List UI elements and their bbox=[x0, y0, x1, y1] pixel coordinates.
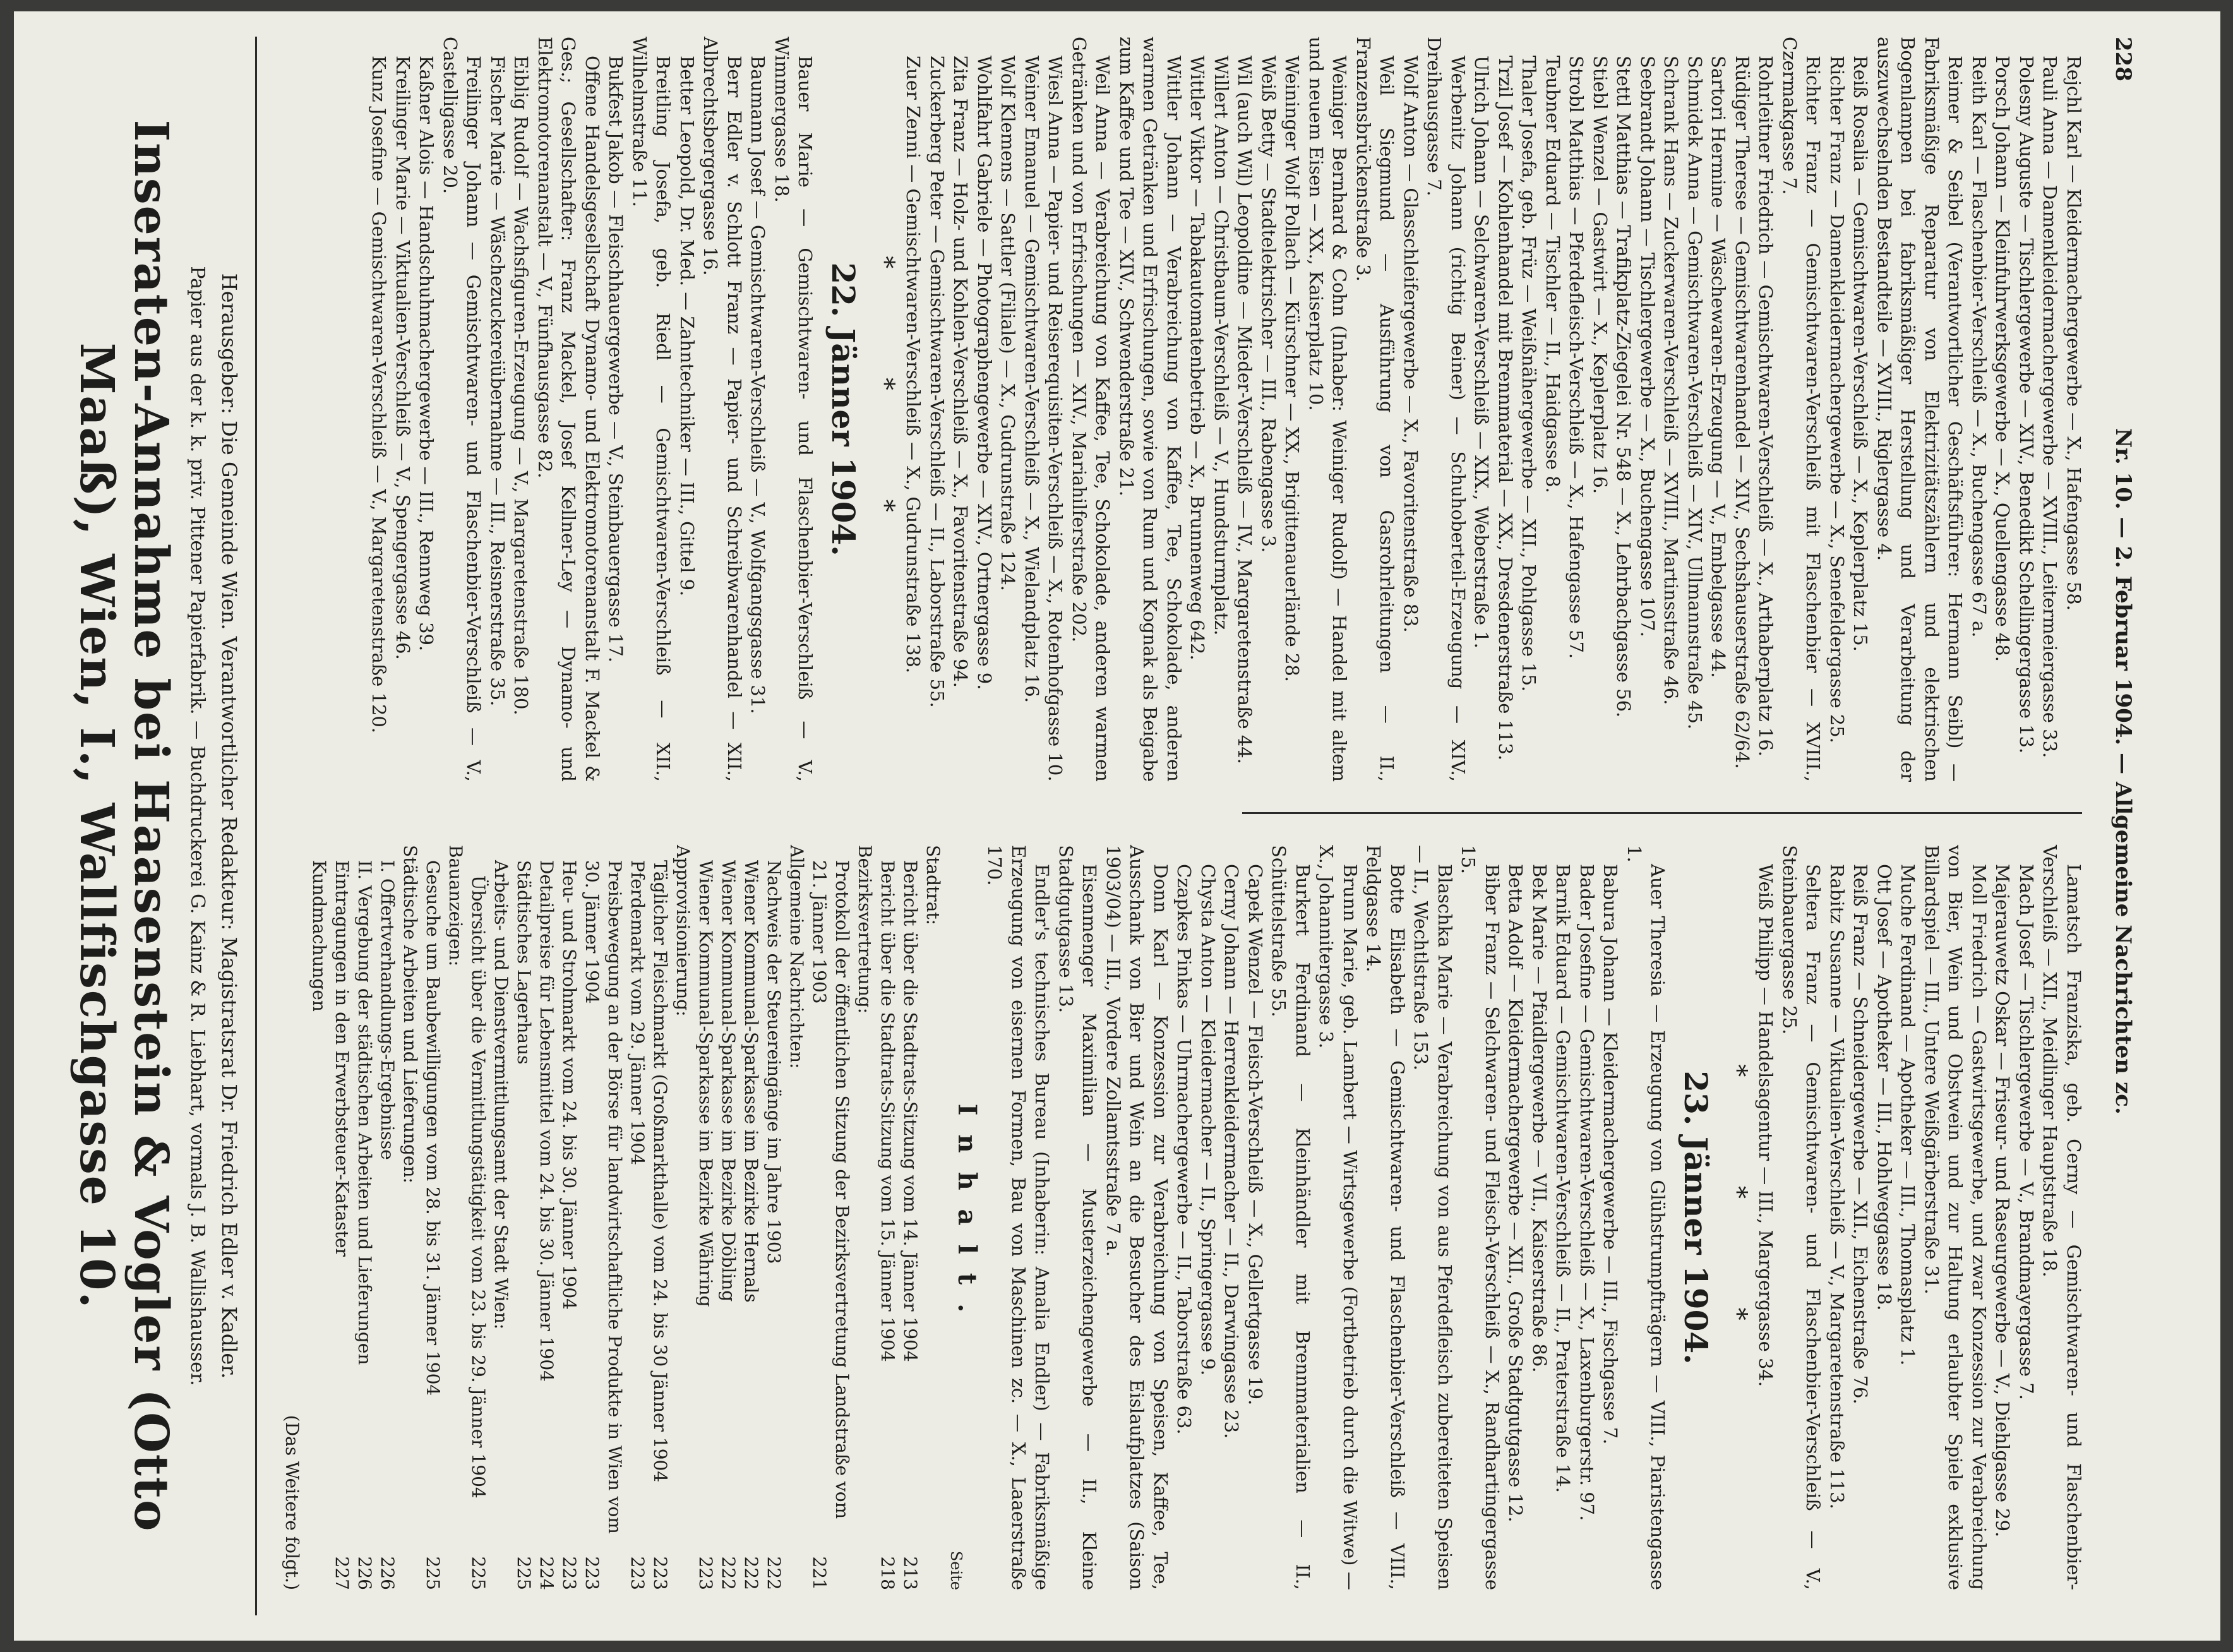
toc-row bbox=[649, 845, 671, 1590]
list-item: Reiß Franz — Schneidergewerbe — XII., Eichenstraße 76. bbox=[1850, 864, 1872, 1404]
toc-entry-text: Städtische Arbeiten und Lieferungen: bbox=[400, 845, 421, 1183]
advertising-line: Inseraten-Annahme bei Haasenstein & Vogler (Otto Maaß), Wien, I., Wallfischgasse 10. bbox=[69, 119, 178, 1533]
toc-row bbox=[489, 845, 512, 1590]
toc-row bbox=[535, 845, 558, 1590]
list-item: Rejchl Karl — Kleidermachergewerbe — X., Hafengasse 58. bbox=[2063, 56, 2085, 611]
list-item: Wolf Anton — Glasschleifergewerbe — X., Favoritenstraße 83. bbox=[1400, 56, 1422, 633]
list-item: Mach Josef — Tischlergewerbe — V., Brandmayergasse 7. bbox=[2016, 864, 2037, 1400]
toc-row bbox=[330, 845, 353, 1590]
toc-row bbox=[853, 845, 876, 1590]
toc-row bbox=[580, 845, 626, 1590]
toc-entry-text: Allgemeine Nachrichten: bbox=[786, 845, 807, 1069]
toc-entry-text: Bericht über die Stadtrats-Sitzung vom 14. Jänner 1904 bbox=[900, 860, 921, 1362]
list-item: Wohlfahrt Gabriele — Photographengewerbe — XIV., Ortnergasse 9. bbox=[974, 56, 995, 690]
list-item: Better Leopold, Dr. Med. — Zahntechniker — III., Gittel 9. bbox=[676, 56, 698, 597]
toc-row bbox=[467, 845, 489, 1590]
toc-entry-page bbox=[853, 1552, 876, 1590]
toc-row bbox=[308, 845, 330, 1590]
list-item: Bukfest Jakob — Fleischhauergewerbe — V., Steinbauergasse 17. bbox=[605, 56, 627, 663]
list-item: Richter Franz — Gemischtwaren-Verschleiß mit Flaschenbier — XVIII., Czermakgasse 7. bbox=[1779, 37, 1824, 782]
toc-row bbox=[762, 845, 785, 1590]
list-item: Kreilinger Marie — Viktualien-Verschleiß — V., Spengergasse 46. bbox=[392, 56, 414, 660]
list-item: Eisenmenger Maximilian — Musterzeichengewerbe — II., Kleine Stadtgutgasse 13. bbox=[1055, 845, 1101, 1590]
list-item: Kunz Josefine — Gemischtwaren-Verschleiß — V., Margaretenstraße 120. bbox=[368, 56, 390, 734]
list-item: Zuer Zenni — Gemischtwaren-Verschleiß — X., Gudrunstraße 138. bbox=[902, 56, 925, 674]
date-heading-22-jaenner: 22. Jänner 1904. bbox=[825, 262, 863, 556]
toc-row bbox=[558, 845, 580, 1590]
list-item: Muche Ferdinand — Apotheker — III., Thomasplatz 1. bbox=[1897, 864, 1919, 1366]
list-item: Majerauwetz Oskar — Friseur- und Raseurgewerbe — V., Diehlgasse 29. bbox=[1992, 864, 2014, 1538]
list-item: Sartori Hermine — Wäschewaren-Erzeugung — V., Embelgasse 44. bbox=[1708, 56, 1730, 678]
list-item: Brunn Marie, geb. Lambert — Wirtsgewerbe (Fortbetrieb durch die Witwe) — X., Johannitergasse 3. bbox=[1315, 845, 1361, 1590]
toc-entry-page: 225 bbox=[422, 1556, 443, 1590]
toc-entry-page: 218 bbox=[877, 1556, 898, 1590]
toc-row bbox=[717, 845, 739, 1590]
list-item: Reimer & Seibel (Verantwortlicher Geschäftsführer: Hermann Seibl) — Fabriksmäßige Reparatur von Elektrizitätszählern und elektrischen Bogenlampen bei fabriksmäßiger Herstellung und Verarbeitung der auszuwechselnden Bestandteile — XVIII., Riglergasse 4. bbox=[1874, 37, 1967, 782]
list-item: Richter Franz — Damenkleidermachergewerbe — X., Senefeldergasse 25. bbox=[1826, 56, 1848, 743]
table-of-contents bbox=[308, 845, 944, 1590]
list-item: Reith Karl — Flaschenbier-Verschleiß — X., Buchengasse 67 a. bbox=[1968, 56, 1990, 638]
toc-entry-text: Kundmachungen bbox=[309, 860, 330, 1012]
list-item: Thaler Josefa, geb. Früz — Weißnähergewerbe — XII., Pohlgasse 15. bbox=[1518, 56, 1540, 692]
list-item: Schmidek Anna — Gemischtwaren-Verschleiß — XIV., Ullmannstraße 45. bbox=[1684, 56, 1706, 730]
toc-entry-text: II. Vergebung der städtischen Arbeiten und Lieferungen bbox=[354, 860, 375, 1365]
list-item: Stettl Matthias — Trafikplatz-Ziegelei Nr. 548 — X., Lehrbachgasse 56. bbox=[1613, 56, 1635, 718]
toc-entry-text: Approvisionierung: bbox=[673, 845, 693, 1017]
list-item: Schrank Hans — Zuckerwaren-Verschleiß — XVIII., Martinsstraße 46. bbox=[1660, 56, 1682, 705]
toc-entry-text: Gesuche um Baubewilligungen vom 28. bis 31. Jänner 1904 bbox=[422, 860, 443, 1396]
list-item: Weiß Philipp — Handelsagentur — III., Margergasse 34. bbox=[1755, 864, 1777, 1387]
list-item: Czapkes Pinkas — Uhrmachergewerbe — II., Taborstraße 63. bbox=[1173, 864, 1195, 1435]
toc-entry-text: Wiener Kommunal-Sparkasse im Bezirke Hernals bbox=[741, 860, 762, 1303]
list-item: Moll Friedrich — Gastwirtsgewerbe, und zwar Konzession zur Verabreichung von Bier, Wein und Obstwein und zur Haltung erlaubter Spiele exklusive Billardspiel — III., Untere Weißgärberstraße 31. bbox=[1921, 845, 1990, 1590]
list-item: Reiß Rosalia — Gemischtwaren-Verschleiß — X., Keplerplatz 15. bbox=[1850, 56, 1872, 652]
toc-row bbox=[876, 845, 899, 1590]
list-item: Babura Johann — Kleidermachergewerbe — III., Fischgasse 7. bbox=[1600, 864, 1622, 1445]
toc-entry-page bbox=[921, 1552, 944, 1590]
toc-entry-text: I. Offertverhandlungs-Ergebnisse bbox=[377, 860, 398, 1160]
toc-row bbox=[512, 845, 535, 1590]
toc-entry-page: 223 bbox=[582, 1556, 602, 1590]
list-item: Porsch Johann — Kleinfuhrwerksgewerbe — X., Quellengasse 48. bbox=[1992, 56, 2014, 662]
toc-row bbox=[376, 845, 398, 1590]
list-item: Seltera Franz — Gemischtwaren- und Flaschenbier-Verschleiß — V., Steinbauergasse 25. bbox=[1779, 845, 1824, 1590]
toc-entry-text: Wiener Kommunal-Sparkasse im Bezirke Währing bbox=[695, 860, 716, 1307]
toc-entry-page: 223 bbox=[559, 1556, 580, 1590]
list-item: Wittler Johann — Verabreichung von Kaffee, Tee, Schokolade, anderen warmen Getränken und Erfrischungen, sowie von Rum und Kognak als Beigabe zum Kaffee und Tee — XIV., Schwenderstraße 21. bbox=[1116, 37, 1185, 782]
page-header bbox=[2098, 37, 2142, 1615]
list-item: Pauli Anna — Damenkleidermachergewerbe — XVIII., Leitermeiergasse 33. bbox=[2039, 56, 2061, 758]
toc-entry-page: 226 bbox=[354, 1556, 375, 1590]
list-item: Wiesl Anna — Papier- und Reiserequisiten-Verschleiß — X., Rotenhofgasse 10. bbox=[1045, 56, 1067, 782]
toc-entry-page: 226 bbox=[377, 1556, 398, 1590]
toc-entry-text: Bericht über die Stadtrats-Sitzung vom 15. Jänner 1904 bbox=[877, 860, 898, 1362]
toc-row bbox=[398, 845, 421, 1590]
inhalt-title: Inhalt. bbox=[952, 1103, 982, 1332]
toc-entry-text: Arbeits- und Dienstvermittlungsamt der Stadt Wien: bbox=[491, 860, 512, 1330]
toc-entry-text: Bezirksvertretung: bbox=[854, 845, 875, 1014]
list-item: Zita Franz — Holz- und Kohlen-Verschleiß — X., Favoritenstraße 94. bbox=[950, 56, 972, 688]
toc-row bbox=[444, 845, 467, 1590]
toc-entry-page: 222 bbox=[741, 1556, 762, 1590]
left-top-entries bbox=[901, 37, 2085, 782]
list-item: Donn Karl — Konzession zur Verabreichung von Speisen, Kaffee, Tee, Ausschank von Bier und Wein an die Besucher des Eislaufplatzes (Saison 1903/04) — III., Vordere Zollamtsstraße 7 a. bbox=[1103, 845, 1171, 1590]
right-column bbox=[280, 845, 2086, 1590]
list-item: Eiblig Rudolf — Wachsfiguren-Erzeugung — V., Margaretenstraße 180. bbox=[510, 56, 532, 715]
toc-row bbox=[421, 845, 444, 1590]
scanned-page bbox=[14, 11, 2220, 1641]
toc-row bbox=[626, 845, 649, 1590]
toc-row bbox=[808, 845, 853, 1590]
continuation-note: (Das Weitere folgt.) bbox=[282, 1415, 302, 1590]
list-item: Trzil Josef — Kohlenhandel mit Brennmaterial — XX., Dresdenerstraße 113. bbox=[1495, 56, 1516, 761]
page-number: 228 bbox=[2110, 37, 2136, 81]
list-item: Weininger Wolf Pollach — Kürschner — XX., Brigittenauerlände 28. bbox=[1281, 56, 1303, 683]
list-item: Berr Edler v. Schlott Franz — Papier- und Schreibwarenhandel — XII., Albrechtsbergergasse 16. bbox=[700, 37, 745, 782]
toc-entry-page bbox=[785, 1552, 808, 1590]
toc-entry-text: Übersicht über die Vermittlungstätigkeit vom 23. bis 29. Jänner 1904 bbox=[468, 875, 489, 1499]
toc-row bbox=[739, 845, 762, 1590]
toc-row bbox=[921, 845, 944, 1590]
list-item: Zuckerberg Peter — Gemischtwaren-Verschleiß — II., Laborstraße 55. bbox=[926, 56, 948, 708]
list-item: Bek Marie — Pfaidlergewerbe — VII., Kaiserstraße 86. bbox=[1529, 864, 1550, 1373]
list-item: Offene Handelsgesellschaft Dynamo- und Elektromotorenanstalt F. Mackel & Ges.; Gesellschafter: Franz Mackel, Josef Kellner-Ley — Dynamo- und Elektromotorenanstalt — V., Fünfhausgasse 82. bbox=[534, 37, 603, 782]
list-item: Strobl Matthias — Pferdefleisch-Verschleiß — X., Hafengasse 57. bbox=[1565, 56, 1588, 659]
toc-entry-page: 225 bbox=[468, 1556, 489, 1590]
list-item: Weil Siegmund — Ausführung von Gasrohrleitungen — II., Franzensbrückenstraße 3. bbox=[1353, 37, 1398, 782]
list-item: Bauer Marie — Gemischtwaren- und Flaschenbier-Verschleiß — V., Wimmergasse 18. bbox=[771, 37, 817, 782]
list-item: Freilinger Johann — Gemischtwaren- und Flaschenbier-Verschleiß — V., Castelligasse 20. bbox=[440, 37, 485, 782]
list-item: Kaßner Alois — Handschuhmachergewerbe — III., Rennweg 39. bbox=[416, 56, 438, 652]
toc-entry-text: Pferdemarkt vom 29. Jänner 1904 bbox=[627, 860, 648, 1166]
list-item: Stiebl Wenzel — Gastwirt — X., Keplerplatz 16. bbox=[1589, 56, 1611, 494]
right-top-entries bbox=[1754, 845, 2085, 1590]
toc-entry-text: Stadtrat: bbox=[923, 845, 943, 926]
list-item: Wil (auch Wil) Leopoldine — Mieder-Verschleiß — IV., Margaretenstraße 44. bbox=[1234, 56, 1256, 764]
list-item: Weiniger Bernhard & Cohn (Inhaber: Weiniger Rudolf) — Handel mit altem und neuem Eisen — XX., Kaiserplatz 10. bbox=[1305, 37, 1351, 782]
rotated-newspaper-page bbox=[14, 37, 2142, 1615]
toc-entry-text: Wiener Kommunal-Sparkasse im Bezirke Döbling bbox=[718, 860, 739, 1302]
toc-entry-page bbox=[671, 1552, 694, 1590]
toc-entry-text: Nachweis der Steuereingänge im Jahre 1903 bbox=[763, 860, 784, 1264]
toc-entry-text: Protokoll der öffentlichen Sitzung der Bezirksvertretung Landstraße vom 21. Jänner 1903 bbox=[809, 860, 853, 1519]
toc-entry-text: Detailpreise für Lebensmittel vom 24. bis 30. Jänner 1904 bbox=[536, 860, 557, 1382]
toc-entry-page: 225 bbox=[513, 1556, 534, 1590]
running-title: Nr. 10. — 2. Februar 1904. — Allgemeine Nachrichten zc. bbox=[2110, 428, 2136, 1115]
list-item: Blaschka Marie — Verabreichung von aus Pferdefleisch zubereiteten Speisen — II., Wechtlstraße 153. bbox=[1410, 845, 1456, 1590]
list-item: Barnik Eduard — Gemischtwaren-Verschleiß — II., Praterstraße 14. bbox=[1552, 864, 1574, 1493]
toc-entry-page bbox=[444, 1552, 467, 1590]
list-item: Chysta Anton — Kleidermacher — II., Springergasse 9. bbox=[1197, 864, 1219, 1376]
list-item: Wolf Klemens — Sattler (Filiale) — X., Gudrunstraße 124. bbox=[997, 56, 1019, 591]
toc-row bbox=[353, 845, 376, 1590]
list-item: Bader Josefine — Gemischtwaren-Verschleiß — X., Laxenburgerstr. 97. bbox=[1576, 864, 1598, 1521]
toc-entry-page: 222 bbox=[718, 1556, 739, 1590]
date-heading-23-jaenner: 23. Jänner 1904. bbox=[1677, 1070, 1715, 1365]
list-item: Baumann Josef — Gemischtwaren-Verschleiß — V., Wolfgangsgasse 31. bbox=[747, 56, 769, 714]
list-item: Ott Josef — Apotheker — III., Hohlweggasse 18. bbox=[1874, 864, 1895, 1311]
column-divider bbox=[1242, 812, 2082, 814]
list-item: Lamatsch Franziska, geb. Cerny — Gemischtwaren- und Flaschenbier-Verschleiß — XII., Meidlinger Hauptstraße 18. bbox=[2039, 845, 2085, 1590]
toc-entry-text: Täglicher Fleischmarkt (Großmarkthalle) vom 24. bis 30 Jänner 1904 bbox=[650, 860, 671, 1483]
list-item: Botte Elisabeth — Gemischtwaren- und Flaschenbier-Verschleiß — VIII., Feldgasse 14. bbox=[1363, 845, 1408, 1590]
list-item: Teubner Eduard — Tischler — II., Haidgasse 8. bbox=[1542, 56, 1564, 493]
section-stars: * * * bbox=[870, 256, 899, 563]
list-item: Weiner Emanuel — Gemischtwaren-Verschleiß — X., Wielandplatz 16. bbox=[1021, 56, 1043, 703]
toc-entry-text: Eintragungen in den Erwerbsteuer-Kataster bbox=[332, 860, 352, 1257]
footer-rule bbox=[255, 37, 257, 1615]
list-item: Weiß Betty — Stadtelektrischer — III., Rabengasse 3. bbox=[1258, 56, 1279, 553]
section-stars: * * * bbox=[1723, 1064, 1752, 1371]
toc-entry-page bbox=[489, 1552, 512, 1590]
toc-entry-page: 223 bbox=[695, 1556, 716, 1590]
list-item: Rüdiger Therese — Gemischtwarenhandel — XIV., Sechshauserstraße 62/64. bbox=[1732, 56, 1753, 769]
list-item: Betta Adolf — Kleidermachergewerbe — XII., Große Stadtgutgasse 12. bbox=[1505, 864, 1527, 1523]
publisher-line: Herausgeber: Die Gemeinde Wien. Verantwortlicher Redakteur: Magistratsrat Dr. Friedrich Edler v. Kadler. bbox=[217, 273, 241, 1379]
list-item: Auer Theresia — Erzeugung von Glühstrumpfträgern — VIII., Piaristengasse 1. bbox=[1624, 845, 1669, 1590]
list-item: Polesny Auguste — Tischlergewerbe — XIV., Benedikt Schellingergasse 13. bbox=[2016, 56, 2037, 754]
list-item: Rabitz Susanne — Viktualien-Verschleiß — V., Margaretenstraße 113. bbox=[1826, 864, 1848, 1509]
list-item: Werbenitz Johann (richtig Beiner) — Schuhoberteil-Erzeugung — XIV., Dreihausgasse 7. bbox=[1423, 37, 1469, 782]
seite-label: Seite bbox=[947, 1550, 966, 1590]
toc-entry-page: 223 bbox=[627, 1556, 648, 1590]
toc-row bbox=[899, 845, 921, 1590]
list-item: Breitling Josefa, geb. Riedl — Gemischtwaren-Verschleiß — XII., Wilhelmstraße 11. bbox=[629, 37, 674, 782]
toc-entry-page: 224 bbox=[536, 1556, 557, 1590]
printer-line: Papier aus der k. k. priv. Pittener Papierfabrik. — Buchdruckerei G. Kainz & R. Liebhart, vormals J. B. Wallishausser. bbox=[186, 266, 208, 1386]
toc-entry-page bbox=[308, 1552, 330, 1590]
list-item: Wittler Viktor — Tabakautomatenbetrieb — X., Brunnenweg 642. bbox=[1187, 56, 1209, 661]
list-item: Ulrich Johann — Selchwaren-Verschleiß — XIX., Weberstraße 1. bbox=[1471, 56, 1493, 649]
toc-row bbox=[671, 845, 694, 1590]
list-item: Biber Franz — Selchwaren- und Fleisch-Verschleiß — X., Randhartingergasse 15. bbox=[1458, 845, 1503, 1590]
list-item: Seebrandt Johann — Tischlergewerbe — X., Buchengasse 107. bbox=[1637, 56, 1658, 637]
toc-entry-page: 227 bbox=[332, 1556, 352, 1590]
toc-entry-page: 223 bbox=[650, 1556, 671, 1590]
toc-entry-text: Bauanzeigen: bbox=[445, 845, 466, 967]
toc-row bbox=[785, 845, 808, 1590]
list-item: Willert Anton — Christbaum-Verschleiß — V., Hundsturmplatz. bbox=[1211, 56, 1232, 636]
toc-entry-text: Heu- und Strohmarkt vom 24. bis 30. Jänner 1904 bbox=[559, 860, 580, 1310]
toc-entry-page: 213 bbox=[900, 1556, 921, 1590]
list-item: Capek Wenzel — Fleisch-Verschleiß — X., Gellertgasse 19. bbox=[1245, 864, 1266, 1406]
list-item: Burkert Ferdinand — Kleinhändler mit Brennmaterialien — II., Schüttelstraße 55. bbox=[1268, 845, 1314, 1590]
toc-entry-page: 222 bbox=[763, 1556, 784, 1590]
right-bottom-entries bbox=[983, 845, 1670, 1590]
toc-entry-page bbox=[398, 1552, 421, 1590]
list-item: Endler's technisches Bureau (Inhaberin: Amalia Endler) — Fabriksmäßige Erzeugung von eisernen Formen, Bau von Maschinen zc. — X., Laaerstraße 170. bbox=[984, 845, 1053, 1590]
toc-entry-text: Städtisches Lagerhaus bbox=[513, 860, 534, 1065]
list-item: Weil Anna — Verabreichung von Kaffee, Tee, Schokolade, anderen warmen Getränken und von Erfrischungen — XIV., Mariahilferstraße 202. bbox=[1069, 37, 1114, 782]
list-item: Rohrleitner Friedrich — Gemischtwaren-Verschleiß — X., Arthaberplatz 16. bbox=[1755, 56, 1777, 757]
list-item: Cerny Johann — Herrenkleidermacher — II., Darwingasse 23. bbox=[1221, 864, 1243, 1439]
list-item: Fischer Marie — Wäschezuckereiübernahme — III., Reisnerstraße 35. bbox=[487, 56, 508, 707]
toc-entry-page: 221 bbox=[809, 1556, 830, 1590]
left-column bbox=[367, 37, 2085, 782]
left-bottom-entries bbox=[367, 37, 817, 782]
toc-entry-text: Preisbewegung an der Börse für landwirtschaftliche Produkte in Wien vom 30. Jänner 1904 bbox=[582, 860, 625, 1534]
toc-row bbox=[694, 845, 717, 1590]
